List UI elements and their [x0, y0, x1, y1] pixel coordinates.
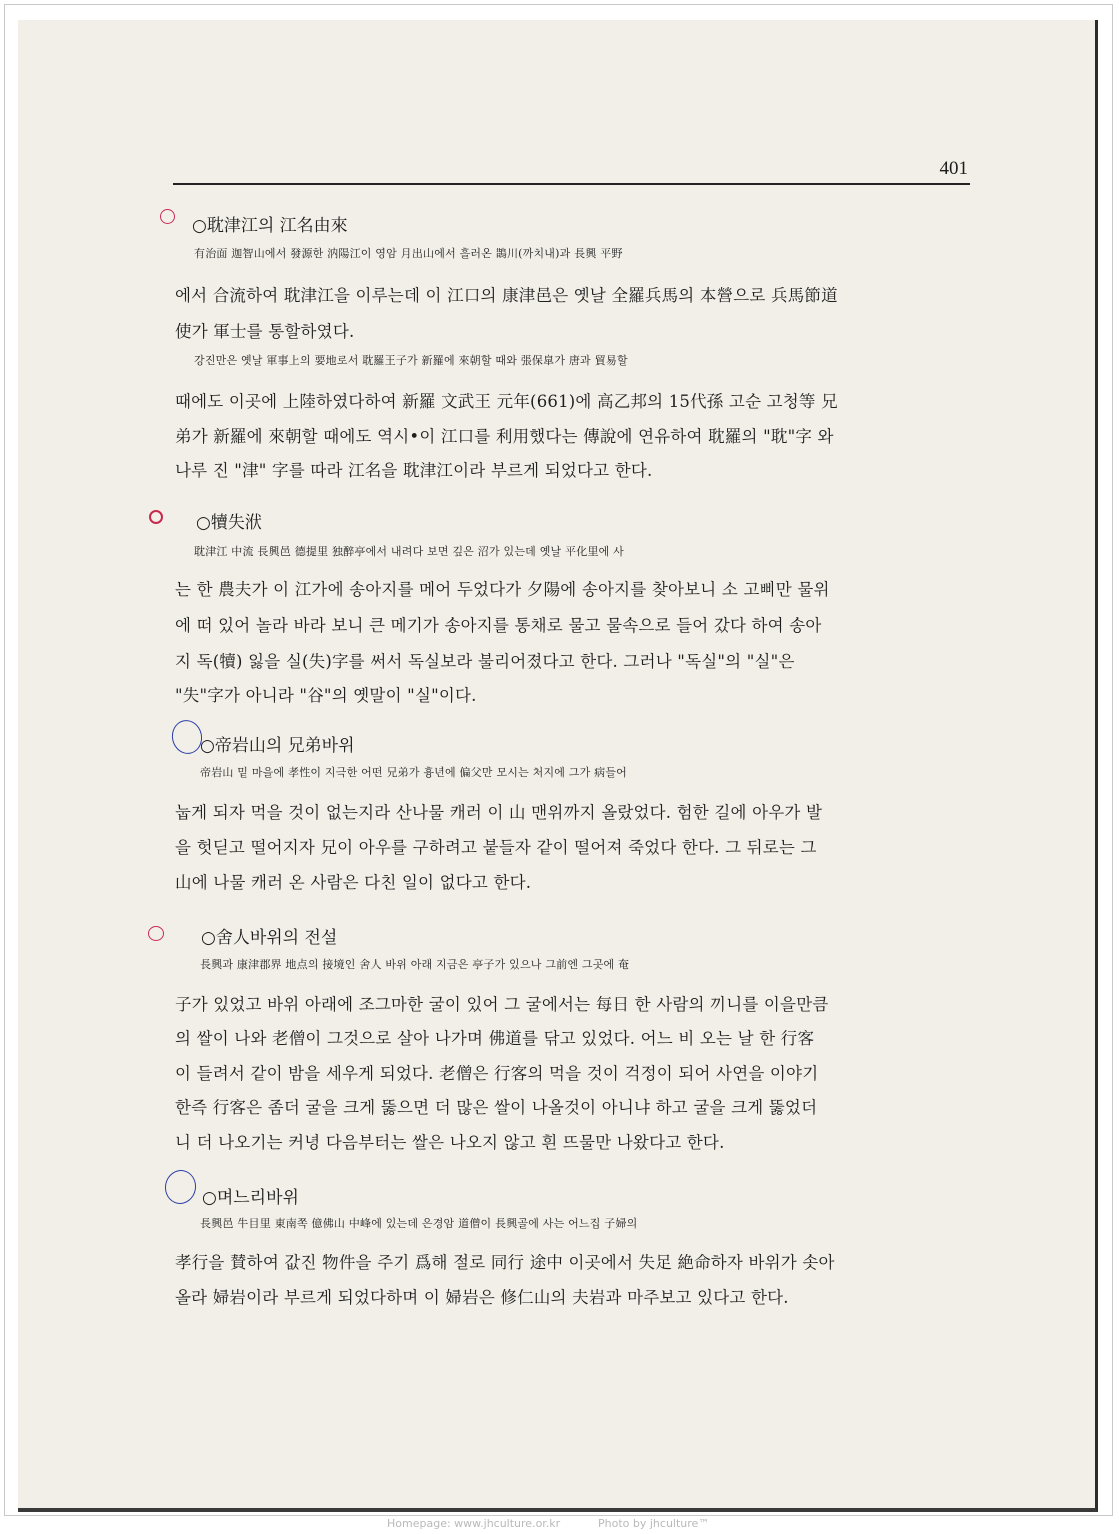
text-line: 강진만은 옛날 軍事上의 要地로서 耽羅王子가 新羅에 來朝할 때와 張保皐가 唐과 貿易할 [194, 354, 628, 367]
text-line: 나루 진 "津" 字를 따라 江名을 耽津江이라 부르게 되었다고 한다. [175, 461, 653, 480]
red-circle-mark [148, 926, 164, 941]
header-rule [173, 183, 970, 185]
red-circle-mark [160, 209, 175, 224]
text-line: 니 더 나오기는 커녕 다음부터는 쌀은 나오지 않고 흰 뜨물만 나왔다고 한다. [175, 1133, 725, 1152]
section-heading: ○며느리바위 [202, 1188, 299, 1208]
text-line: 을 헛딛고 떨어지자 兄이 아우를 구하려고 붙들자 같이 떨어져 죽었다 한다. 그 뒤로는 그 [175, 838, 817, 857]
section-heading: ○犢失洑 [196, 513, 262, 533]
text-line: 때에도 이곳에 上陸하였다하여 新羅 文武王 元年(661)에 高乙邦의 15代孫 고순 고청等 兄 [175, 392, 838, 411]
text-line: 帝岩山 밑 마을에 孝性이 지극한 어떤 兄弟가 흉년에 偏父만 모시는 처지에 그가 病들어 [200, 766, 628, 779]
text-line: 山에 나물 캐러 온 사람은 다친 일이 없다고 한다. [175, 873, 532, 892]
text-line: 의 쌀이 나와 老僧이 그것으로 살아 나가며 佛道를 닦고 있었다. 어느 비 오는 날 한 行客 [175, 1029, 815, 1048]
text-line: 子가 있었고 바위 아래에 조그마한 굴이 있어 그 굴에서는 每日 한 사람의 끼니를 이을만큼 [175, 995, 829, 1014]
text-line: 는 한 農夫가 이 江가에 송아지를 메어 두었다가 夕陽에 송아지를 찾아보니 소 고삐만 물위 [175, 580, 830, 599]
footer [0, 1514, 1119, 1534]
text-line: 올라 婦岩이라 부르게 되었다하며 이 婦岩은 修仁山의 夫岩과 마주보고 있다고 한다. [175, 1288, 789, 1307]
homepage-link[interactable]: Homepage: www.jhculture.or.kr [387, 1517, 561, 1530]
page-number: 401 [939, 158, 968, 179]
text-line: 이 들려서 같이 밤을 세우게 되었다. 老僧은 行客의 먹을 것이 걱정이 되어 사연을 이야기 [175, 1064, 819, 1083]
section-heading: ○舍人바위의 전설 [201, 928, 338, 948]
text-line: 耽津江 中流 長興邑 德提里 独醉亭에서 내려다 보면 깊은 沼가 있는데 옛날 平化里에 사 [194, 545, 624, 558]
red-circle-mark [149, 510, 163, 524]
text-line: 한즉 行客은 좀더 굴을 크게 뚫으면 더 많은 쌀이 나올것이 아니냐 하고 굴을 크게 뚫었더 [175, 1098, 818, 1117]
text-line: 孝行을 賛하여 값진 物件을 주기 爲해 절로 同行 途中 이곳에서 失足 絶命하자 바위가 솟아 [175, 1253, 835, 1272]
text-line: 눕게 되자 먹을 것이 없는지라 산나물 캐러 이 山 맨위까지 올랐었다. 험한 길에 아우가 발 [175, 803, 823, 822]
text-line: 에서 合流하여 耽津江을 이루는데 이 江口의 康津邑은 옛날 全羅兵馬의 本營으로 兵馬節道 [175, 286, 838, 305]
text-line: "失"字가 아니라 "谷"의 옛말이 "실"이다. [175, 686, 477, 705]
text-line: 에 떠 있어 놀라 바라 보니 큰 메기가 송아지를 통채로 물고 물속으로 들어 갔다 하여 송아 [175, 616, 822, 635]
section-heading: ○耽津江의 江名由來 [192, 216, 348, 236]
text-line: 弟가 新羅에 來朝할 때에도 역시•이 江口를 利用했다는 傳說에 연유하여 耽羅의 "耽"字 와 [175, 427, 834, 446]
text-line: 有治面 迦智山에서 發源한 汭陽江이 영암 月出山에서 흘러온 鵲川(까치내)과 長興 平野 [194, 247, 623, 260]
text-line: 長興과 康津郡界 地点의 接境인 舍人 바위 아래 지금은 亭子가 있으나 그前엔 그곳에 奄 [200, 958, 630, 971]
section-heading: ○帝岩山의 兄弟바위 [200, 736, 355, 756]
text-line: 지 독(犢) 잃을 실(失)字를 써서 독실보라 불리어졌다고 한다. 그러나 "독실"의 "실"은 [175, 652, 795, 671]
text-line: 使가 軍士를 통할하였다. [175, 322, 355, 341]
photo-credit: Photo by jhculture™ [598, 1517, 710, 1530]
text-line: 長興邑 牛目里 東南쪽 億佛山 中峰에 있는데 은경암 道僧이 長興골에 사는 어느집 子婦의 [200, 1217, 638, 1230]
